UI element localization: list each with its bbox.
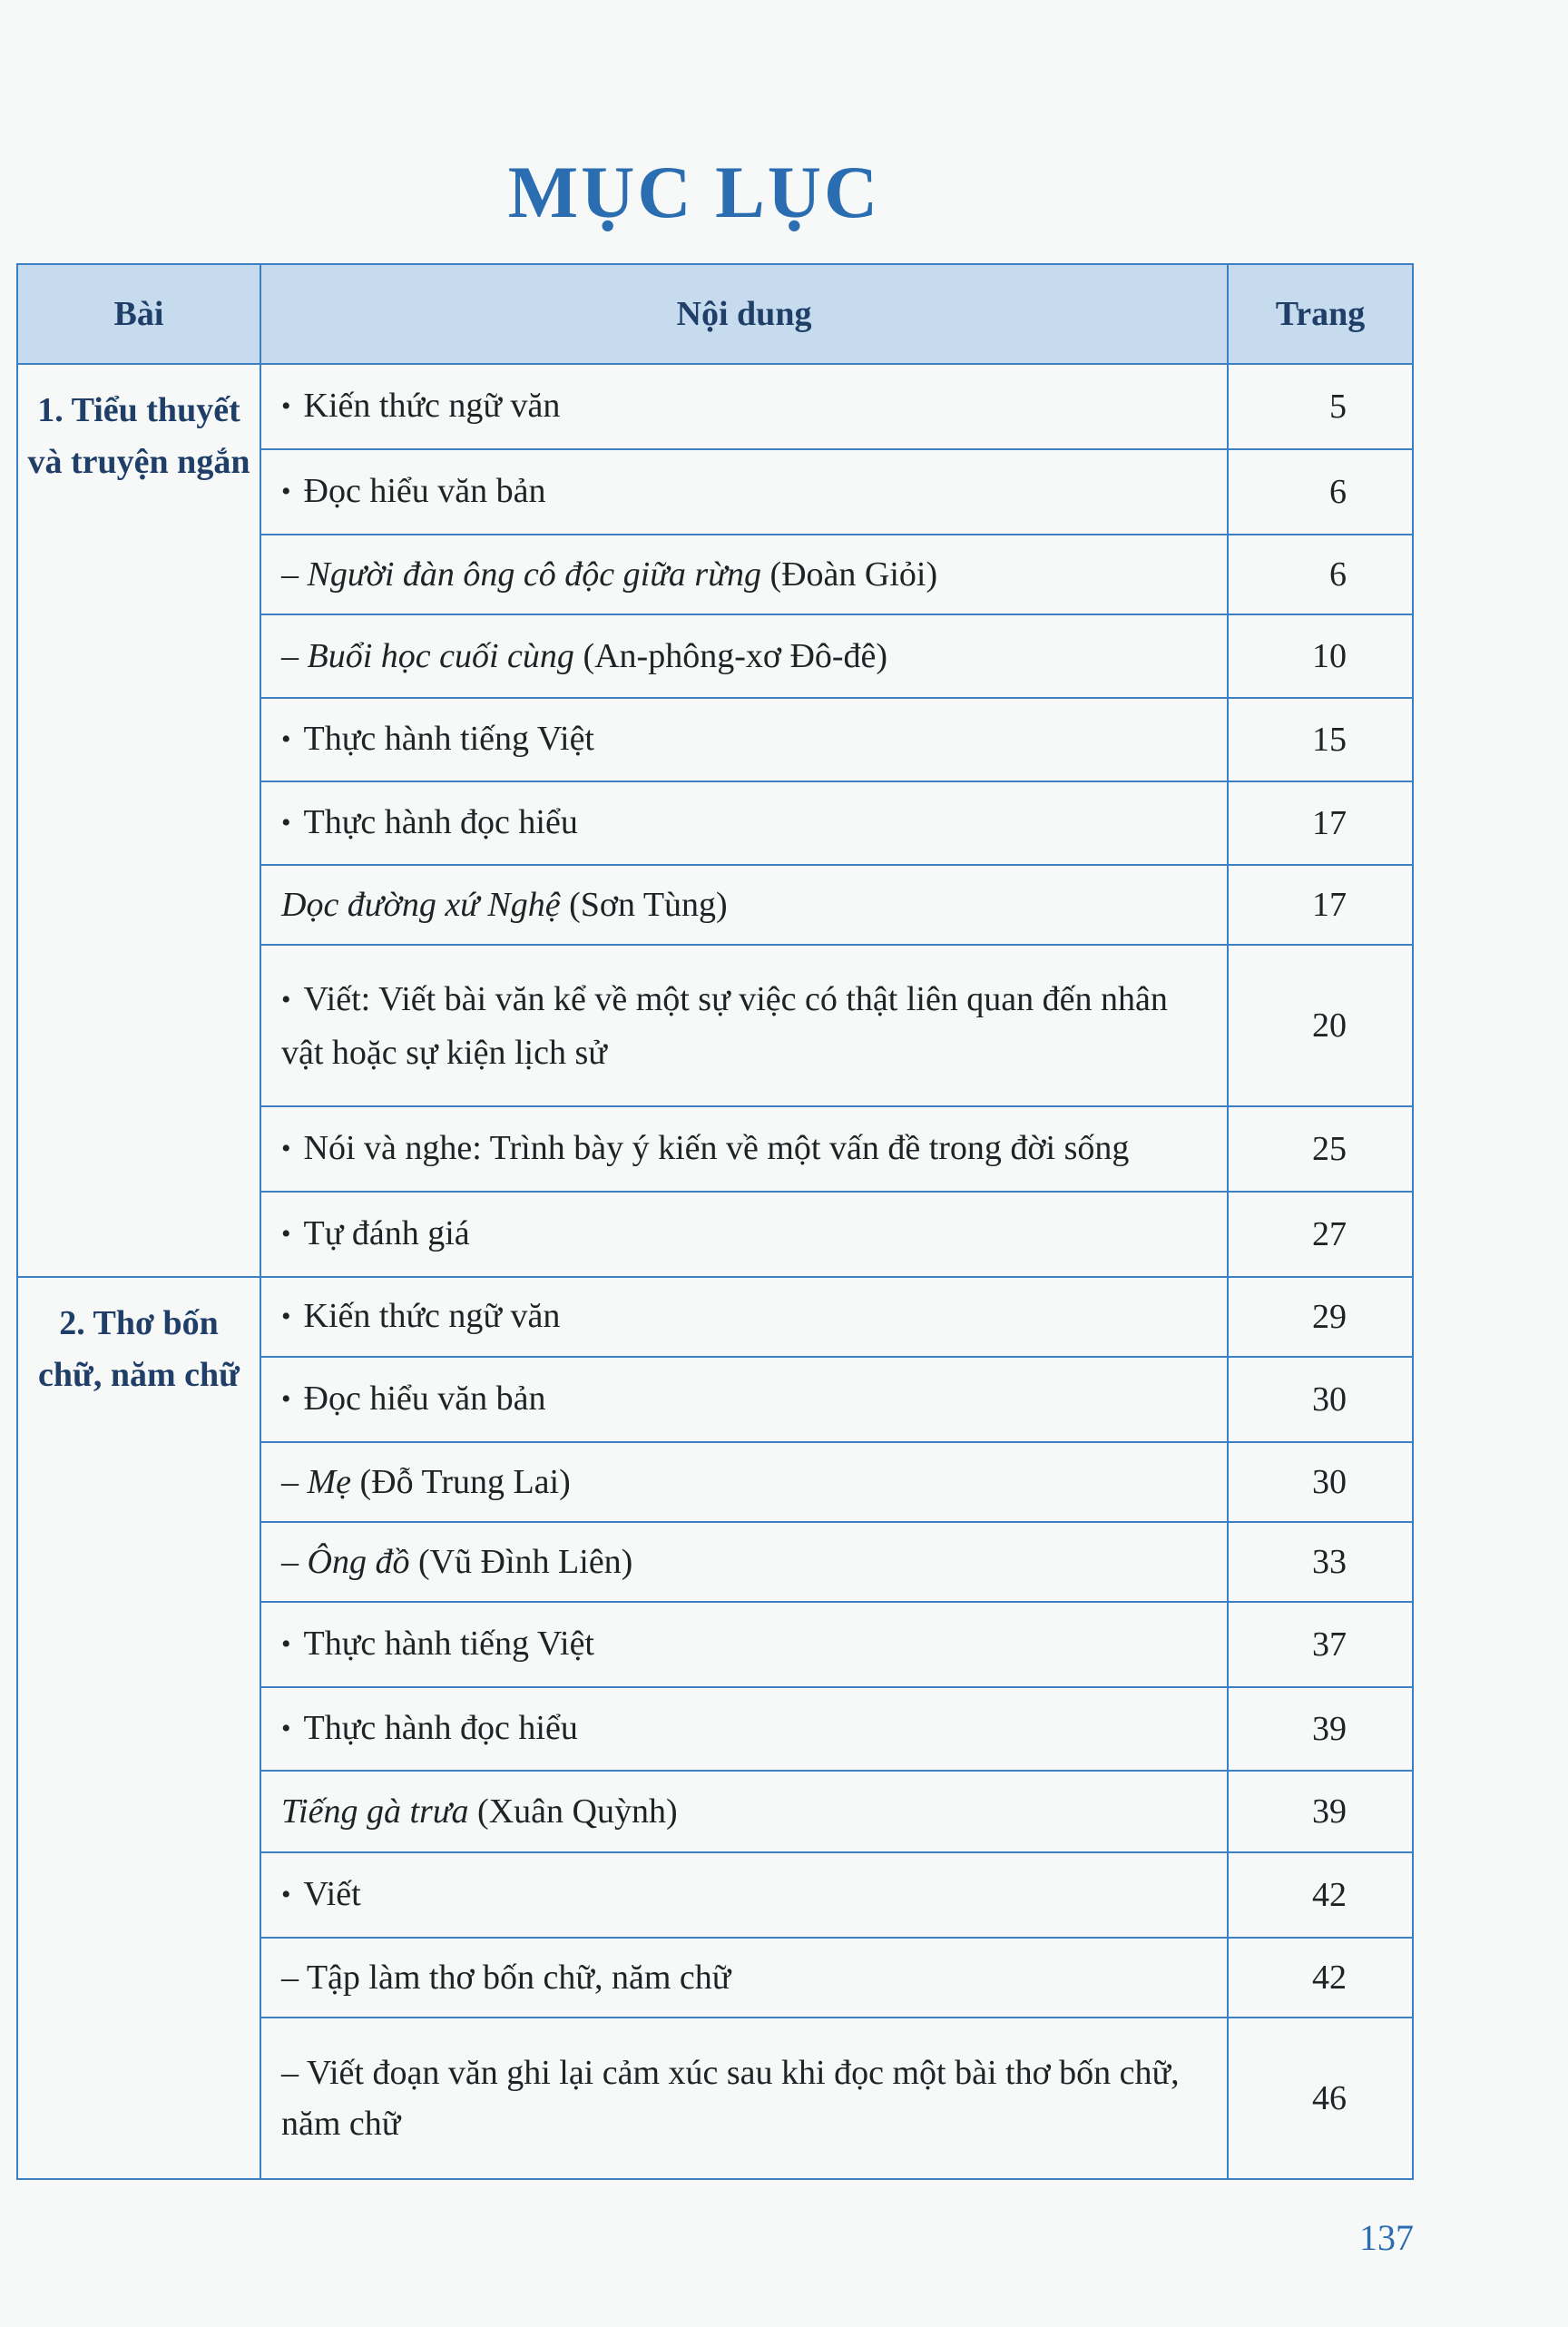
header-page: Trang [1228,264,1413,364]
page-title: MỤC LỤC [507,151,881,233]
toc-entry: • Viết: Viết bài văn kể về một sự việc có thật liên quan đến nhân vật hoặc sự kiện lịch sử [260,945,1228,1106]
header-lesson: Bài [17,264,260,364]
table-row [17,1277,1413,1357]
toc-entry: • Thực hành đọc hiểu [260,781,1228,865]
toc-entry [260,1442,1228,1522]
toc-entry: • Kiến thức ngữ văn [260,364,1228,449]
work-author: (Đỗ Trung Lai) [359,1463,571,1501]
work-title: Tiếng gà trưa [281,1792,469,1831]
toc-entry: • Thực hành tiếng Việt [260,698,1228,781]
work-author: (Xuân Quỳnh) [477,1792,678,1831]
toc-page: 29 [1228,1277,1413,1357]
work-title: Mẹ [307,1463,352,1501]
work-author: (Vũ Đình Liên) [417,1543,633,1581]
work-author: (Sơn Tùng) [569,886,728,924]
toc-page: 42 [1228,1852,1413,1938]
lesson-title: 1. Tiểu thuyết và truyện ngắn [17,364,260,1277]
toc-entry: • Thực hành tiếng Việt [260,1602,1228,1687]
toc-page: 6 [1228,535,1413,614]
toc-page: 10 [1228,614,1413,698]
toc-page: 5 [1228,364,1413,449]
toc-page: 27 [1228,1192,1413,1277]
toc-page: 17 [1228,781,1413,865]
toc-page: 37 [1228,1602,1413,1687]
table-header-row [17,264,1413,364]
dash: – [281,1463,299,1501]
toc-page: 25 [1228,1106,1413,1192]
toc-entry [260,614,1228,698]
lesson-title: 2. Thơ bốn chữ, năm chữ [17,1277,260,2179]
toc-page: 46 [1228,2018,1413,2179]
dash: – [281,1543,299,1581]
work-title: Ông đồ [307,1543,410,1581]
toc-page: 30 [1228,1442,1413,1522]
toc-entry: • Viết [260,1852,1228,1938]
toc-entry [260,535,1228,614]
toc-page: 6 [1228,449,1413,535]
toc-page: 39 [1228,1771,1413,1852]
dash: – [281,1959,299,1997]
toc-entry [260,1522,1228,1602]
work-title: Dọc đường xứ Nghệ [281,886,561,924]
toc-entry: • Đọc hiểu văn bản [260,1357,1228,1442]
toc-page: 20 [1228,945,1413,1106]
work-title: Buổi học cuối cùng [307,637,574,675]
table-row [17,364,1413,449]
toc-entry: • Đọc hiểu văn bản [260,449,1228,535]
table-of-contents [16,263,1414,2180]
toc-page: 17 [1228,865,1413,945]
dash: – [281,2054,299,2092]
entry-text: Viết đoạn văn ghi lại cảm xúc sau khi đọc một bài thơ bốn chữ, năm chữ [281,2054,1180,2143]
entry-text: Tập làm thơ bốn chữ, năm chữ [306,1959,731,1997]
toc-entry [260,1938,1228,2018]
work-author: (An-phông-xơ Đô-đê) [583,637,888,675]
header-content: Nội dung [260,264,1228,364]
toc-page: 33 [1228,1522,1413,1602]
work-title: Người đàn ông cô độc giữa rừng [307,555,761,594]
dash: – [281,555,299,594]
work-author: (Đoàn Giỏi) [769,555,938,594]
dash: – [281,637,299,675]
toc-entry [260,1771,1228,1852]
toc-entry: • Tự đánh giá [260,1192,1228,1277]
toc-entry [260,2018,1228,2179]
toc-page: 30 [1228,1357,1413,1442]
toc-entry: • Kiến thức ngữ văn [260,1277,1228,1357]
toc-page: 42 [1228,1938,1413,2018]
toc-page: 39 [1228,1687,1413,1771]
toc-entry: • Nói và nghe: Trình bày ý kiến về một vấn đề trong đời sống [260,1106,1228,1192]
page-number: 137 [1359,2217,1414,2258]
toc-entry [260,865,1228,945]
toc-page: 15 [1228,698,1413,781]
toc-entry: • Thực hành đọc hiểu [260,1687,1228,1771]
